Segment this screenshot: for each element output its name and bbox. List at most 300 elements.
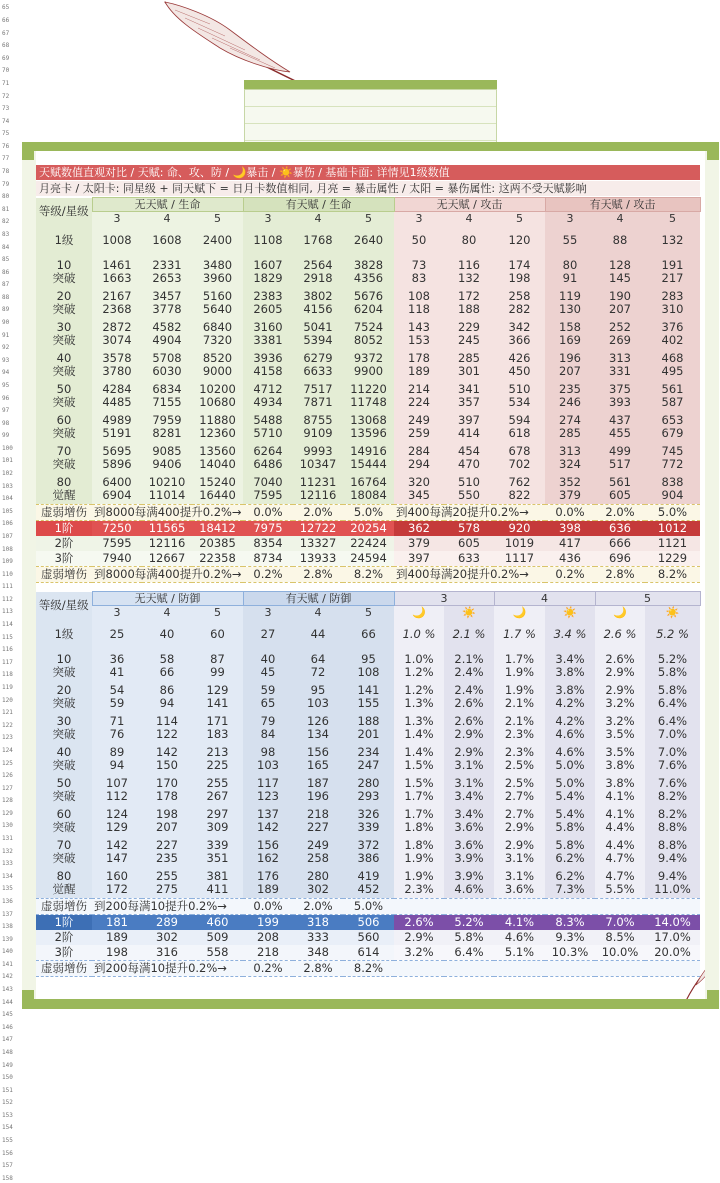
stage-crit-value: 10.0% [595, 945, 645, 961]
stage-crit-value: 17.0% [645, 930, 700, 945]
row-number: 101 [2, 457, 13, 465]
stat-value: 11231 [299, 474, 337, 489]
stat-value: 143 [408, 319, 430, 334]
stat-cell [494, 380, 545, 411]
weak-bonus-value: 0.0% [555, 505, 585, 519]
crit-cell [444, 650, 494, 681]
stage-label: 2阶 [36, 930, 92, 945]
stat-value-break: 324 [559, 456, 581, 471]
stage-value: 558 [192, 945, 243, 961]
stat-value-break: 10347 [299, 456, 337, 471]
row-number: 96 [2, 394, 10, 402]
stat-value: 13068 [350, 412, 387, 427]
crit-value-break: 2.5% [504, 757, 535, 772]
stat-value-break: 122 [156, 726, 178, 741]
crit-value: 2.6 % [603, 627, 637, 641]
stage-crit-value: 2.9% [394, 930, 444, 945]
stat-value: 3802 [303, 288, 333, 303]
stat-value: 40 [260, 651, 276, 666]
stat-cell [293, 318, 343, 349]
stat-value-break: 294 [408, 456, 430, 471]
crit-value: 5.8% [657, 682, 688, 697]
row-number: 137 [2, 910, 13, 918]
stat-value: 255 [206, 775, 229, 790]
stat-value-break: 153 [408, 332, 430, 347]
level-star-header: 等级/星级 [36, 592, 92, 620]
stat-value: 156 [257, 837, 279, 852]
stage-value: 181 [92, 915, 142, 931]
stat-value: 40 [159, 627, 175, 641]
stage-value: 398 [545, 521, 595, 537]
stat-value: 124 [106, 806, 128, 821]
stat-cell [545, 473, 595, 505]
star-header: 3 [545, 212, 595, 226]
stat-value-break: 141 [206, 695, 229, 710]
stat-value-break: 108 [357, 664, 380, 679]
crit-value-break: 5.4% [555, 788, 585, 803]
stat-cell [192, 650, 243, 681]
stat-cell [343, 774, 394, 805]
stat-cell [92, 805, 142, 836]
stat-cell [394, 442, 444, 473]
stat-cell [142, 867, 192, 899]
stat-cell [343, 681, 394, 712]
crit-value: 1.5% [404, 775, 434, 790]
stat-cell [293, 650, 343, 681]
stat-cell [595, 287, 645, 318]
row-number: 110 [2, 570, 13, 578]
stat-value-break: 679 [661, 425, 684, 440]
row-number: 112 [2, 595, 13, 603]
level-label [36, 287, 92, 318]
level-row [36, 473, 700, 505]
level-row [36, 619, 700, 650]
stat-value: 58 [159, 651, 175, 666]
stage-value: 666 [595, 536, 645, 551]
stat-value-break: 14040 [199, 456, 236, 471]
crit-value-break: 7.3% [555, 881, 585, 896]
stat-value-break: 172 [106, 881, 128, 896]
crit-value: 5.2% [657, 651, 688, 666]
crit-value: 4.7% [605, 868, 635, 883]
row-number: 98 [2, 419, 10, 427]
stage-crit-value: 3.2% [394, 945, 444, 961]
stat-cell [92, 836, 142, 867]
weak-bonus-row [36, 567, 700, 583]
sun-icon: ☀️ [444, 606, 494, 620]
crit-value-break: 3.6% [454, 819, 484, 834]
stat-value-break: 386 [357, 850, 380, 865]
stat-cell [394, 473, 444, 505]
crit-cell [595, 650, 645, 681]
level-label [36, 805, 92, 836]
stat-cell [192, 411, 243, 442]
stage-row [36, 521, 700, 537]
stat-cell [645, 442, 700, 473]
crit-value: 2.9% [605, 682, 635, 697]
stat-cell [394, 349, 444, 380]
row-number: 139 [2, 935, 13, 943]
row-number: 80 [2, 193, 10, 201]
crit-value: 1.7 % [503, 627, 536, 641]
stat-value: 375 [609, 381, 631, 396]
crit-cell [645, 650, 700, 681]
star-header: 4 [142, 212, 192, 226]
stage-value: 436 [545, 551, 595, 567]
stat-value: 8755 [303, 412, 333, 427]
stat-cell [142, 774, 192, 805]
crit-value-break: 4.6% [555, 726, 585, 741]
level-row [36, 442, 700, 473]
crit-value: 7.0% [657, 744, 688, 759]
stat-cell [293, 619, 343, 650]
crit-cell [394, 681, 444, 712]
level-row [36, 743, 700, 774]
def-crit-table [36, 591, 701, 977]
stat-value-break: 379 [559, 487, 581, 502]
stat-value: 129 [206, 682, 229, 697]
weak-bonus-value: 2.0% [303, 505, 333, 519]
stat-value: 745 [661, 443, 684, 458]
group-header: 有天赋 / 生命 [243, 198, 394, 212]
weak-bonus-label: 虚弱增伤 [41, 899, 87, 913]
star-header: 3 [243, 212, 293, 226]
row-number: 71 [2, 79, 10, 87]
stat-cell [142, 712, 192, 743]
row-number: 104 [2, 495, 13, 503]
stat-cell [142, 318, 192, 349]
level-row [36, 774, 700, 805]
stat-cell [343, 805, 394, 836]
stat-value: 44 [310, 627, 326, 641]
stat-value-break: 495 [661, 363, 684, 378]
row-number: 94 [2, 369, 10, 377]
crit-value: 2.4% [454, 682, 484, 697]
level-value: 30 [56, 713, 72, 728]
crit-value: 3.1% [504, 868, 535, 883]
stat-value: 5695 [102, 443, 132, 458]
crit-cell [394, 805, 444, 836]
stat-cell [192, 712, 243, 743]
stat-value: 1108 [253, 233, 283, 247]
stat-cell [595, 442, 645, 473]
stat-value-break: 83 [411, 270, 427, 285]
stat-cell [192, 318, 243, 349]
stat-value-break: 339 [357, 819, 380, 834]
crit-cell [444, 681, 494, 712]
stat-value: 561 [661, 381, 684, 396]
stat-value: 55 [562, 233, 578, 247]
crit-cell [444, 712, 494, 743]
stage-value: 696 [595, 551, 645, 567]
stat-value: 11220 [350, 381, 387, 396]
stage-value: 1121 [645, 536, 700, 551]
weak-bonus-empty [394, 961, 700, 977]
stat-cell [192, 349, 243, 380]
stat-value-break: 41 [109, 664, 125, 679]
stat-cell [545, 411, 595, 442]
stat-value-break: 65 [260, 695, 276, 710]
stat-cell [494, 225, 545, 256]
stat-value: 27 [260, 627, 276, 641]
row-number: 157 [2, 1162, 13, 1170]
stat-value: 372 [357, 837, 380, 852]
stat-value-break: 605 [609, 487, 631, 502]
crit-cell [595, 712, 645, 743]
star-header: 4 [293, 606, 343, 620]
stage-value: 348 [293, 945, 343, 961]
row-number: 146 [2, 1023, 13, 1031]
stat-value: 6264 [253, 443, 283, 458]
stat-value: 3160 [253, 319, 283, 334]
crit-value: 8.2% [657, 806, 688, 821]
crit-value-break: 5.5% [605, 881, 635, 896]
star-header: 5 [645, 212, 700, 226]
stat-cell [243, 380, 293, 411]
crit-value-break: 2.4% [454, 664, 484, 679]
stat-value: 59 [260, 682, 276, 697]
stat-cell [494, 256, 545, 287]
level-value: 80 [56, 474, 72, 489]
level-label [36, 318, 92, 349]
header-row [36, 592, 700, 606]
level-label [36, 867, 92, 899]
breakthrough-label: 突破 [52, 332, 76, 347]
stat-cell [444, 225, 494, 256]
stat-cell [243, 442, 293, 473]
crit-value: 4.6% [555, 744, 585, 759]
row-number: 107 [2, 532, 13, 540]
moon-icon: 🌙 [595, 606, 645, 620]
stat-value-break: 225 [206, 757, 229, 772]
stat-cell [192, 380, 243, 411]
breakthrough-label: 突破 [52, 363, 76, 378]
star-header: 3 [394, 212, 444, 226]
row-number: 100 [2, 444, 13, 452]
stage-value: 614 [343, 945, 394, 961]
level-row [36, 805, 700, 836]
stat-cell [293, 349, 343, 380]
crit-value-break: 1.4% [404, 726, 434, 741]
row-number: 76 [2, 142, 10, 150]
stat-cell [142, 349, 192, 380]
stage-value: 22358 [192, 551, 243, 567]
stat-value: 214 [408, 381, 430, 396]
stage-label: 2阶 [36, 536, 92, 551]
crit-value-break: 2.7% [504, 788, 535, 803]
stat-value: 98 [260, 744, 276, 759]
row-number: 72 [2, 92, 10, 100]
crit-cell [545, 836, 595, 867]
stat-value: 114 [156, 713, 178, 728]
stat-value-break: 183 [206, 726, 229, 741]
stat-value-break: 455 [609, 425, 631, 440]
weak-bonus-value: 2.0% [303, 899, 333, 913]
stat-value-break: 8281 [152, 425, 182, 440]
stat-value: 3578 [102, 350, 132, 365]
row-number: 99 [2, 432, 10, 440]
stage-value: 417 [545, 536, 595, 551]
stat-value: 88 [612, 233, 628, 247]
stat-value: 1008 [102, 233, 132, 247]
stat-value: 7040 [253, 474, 283, 489]
row-number: 82 [2, 218, 10, 226]
stat-value: 73 [411, 257, 427, 272]
stat-value-break: 198 [508, 270, 531, 285]
stat-value: 229 [458, 319, 480, 334]
weak-bonus-label: 虚弱增伤 [41, 505, 87, 519]
stat-cell [545, 349, 595, 380]
stat-cell [394, 225, 444, 256]
stat-cell [243, 650, 293, 681]
stat-value-break: 6204 [353, 301, 384, 316]
crit-cell [645, 712, 700, 743]
stat-value: 1461 [102, 257, 132, 272]
stat-value: 54 [109, 682, 125, 697]
stat-value: 25 [109, 627, 125, 641]
stat-cell [343, 650, 394, 681]
row-number: 103 [2, 482, 13, 490]
stat-cell [343, 256, 394, 287]
group-header: 无天赋 / 攻击 [394, 198, 545, 212]
level-label [36, 681, 92, 712]
stat-value-break: 4934 [253, 394, 283, 409]
stat-value: 6834 [152, 381, 182, 396]
stat-value: 381 [206, 868, 229, 883]
stage-value: 302 [142, 930, 192, 945]
breakthrough-label: 突破 [52, 695, 76, 710]
stat-value-break: 178 [156, 788, 178, 803]
stat-cell [243, 867, 293, 899]
crit-cell [595, 681, 645, 712]
row-number: 73 [2, 105, 10, 113]
stat-cell [142, 411, 192, 442]
crit-cell [444, 805, 494, 836]
stat-value-break: 103 [307, 695, 329, 710]
row-number: 126 [2, 772, 13, 780]
crit-cell [545, 867, 595, 899]
stage-crit-value: 6.4% [444, 945, 494, 961]
stat-value: 196 [559, 350, 581, 365]
stat-value-break: 9900 [353, 363, 384, 378]
stat-cell [343, 743, 394, 774]
crit-cell [394, 712, 444, 743]
stat-value-break: 2918 [303, 270, 333, 285]
stat-value-break: 147 [106, 850, 128, 865]
level-row [36, 681, 700, 712]
stat-value: 5160 [202, 288, 233, 303]
stat-value-break: 534 [508, 394, 531, 409]
stage-label: 1阶 [36, 915, 92, 931]
stat-value-break: 118 [408, 301, 430, 316]
stat-cell [243, 805, 293, 836]
stat-value-break: 91 [562, 270, 578, 285]
stat-value: 7517 [303, 381, 333, 396]
stat-value: 235 [559, 381, 581, 396]
stat-value: 7524 [353, 319, 384, 334]
row-number: 78 [2, 168, 10, 175]
stage-value: 12667 [142, 551, 192, 567]
level-value: 10 [56, 257, 72, 272]
stat-value: 313 [559, 443, 581, 458]
stat-value-break: 145 [609, 270, 631, 285]
stat-value: 142 [156, 744, 178, 759]
stat-value: 171 [206, 713, 229, 728]
weak-bonus-value: 5.0% [353, 899, 384, 913]
stat-value-break: 189 [408, 363, 430, 378]
crit-value-break: 8.2% [657, 788, 688, 803]
crit-value: 3.1% [454, 775, 484, 790]
stage-value: 560 [343, 930, 394, 945]
crit-value-break: 7.6% [657, 757, 688, 772]
stat-value: 191 [661, 257, 684, 272]
title-line-1: 天赋数值直观对比 / 天赋: 命、攻、防 / 🌙暴击 / ☀️暴伤 / 基础卡面: 详情见1级数值 [36, 165, 700, 180]
stage-value: 633 [444, 551, 494, 567]
stat-value-break: 207 [609, 301, 631, 316]
stage-crit-value: 8.3% [545, 915, 595, 931]
crit-value-break: 6.2% [555, 850, 585, 865]
row-number: 88 [2, 293, 10, 301]
stat-value: 9993 [303, 443, 333, 458]
stat-cell [343, 473, 394, 505]
stat-cell [192, 287, 243, 318]
stage-row [36, 945, 700, 961]
stat-cell [595, 380, 645, 411]
stat-cell [545, 225, 595, 256]
stat-value-break: 224 [408, 394, 430, 409]
crit-value: 5.2 % [656, 627, 689, 641]
breakthrough-label: 突破 [52, 664, 76, 679]
crit-value: 1.9% [504, 682, 535, 697]
row-number: 154 [2, 1124, 13, 1132]
stat-value: 510 [508, 381, 531, 396]
stat-cell [494, 473, 545, 505]
stage-crit-value: 5.2% [444, 915, 494, 931]
stat-value: 499 [609, 443, 631, 458]
stat-value-break: 217 [661, 270, 684, 285]
crit-cell [595, 774, 645, 805]
stage-label: 3阶 [36, 551, 92, 567]
stage-value: 920 [494, 521, 545, 537]
stat-cell [394, 318, 444, 349]
level-label [36, 774, 92, 805]
star-header: 5 [343, 212, 394, 226]
stat-cell [444, 318, 494, 349]
stat-value-break: 331 [609, 363, 631, 378]
stat-value-break: 169 [559, 332, 581, 347]
level-value: 10 [56, 651, 72, 666]
star-header: 4 [595, 212, 645, 226]
stat-value-break: 5896 [102, 456, 132, 471]
stat-value-break: 4485 [102, 394, 132, 409]
crit-value-break: 2.9% [504, 819, 535, 834]
stat-cell [343, 867, 394, 899]
crit-value: 2.9% [504, 837, 535, 852]
stat-value: 176 [257, 868, 279, 883]
stat-cell [545, 256, 595, 287]
stat-cell [142, 805, 192, 836]
crit-cell [494, 867, 545, 899]
stat-cell [545, 318, 595, 349]
stat-cell [243, 619, 293, 650]
stage-value: 22424 [343, 536, 394, 551]
stat-value-break: 18084 [350, 487, 387, 502]
level-row [36, 225, 700, 256]
level-label [36, 650, 92, 681]
stage-value: 605 [444, 536, 494, 551]
crit-value-break: 1.8% [404, 819, 434, 834]
stat-value-break: 618 [508, 425, 531, 440]
